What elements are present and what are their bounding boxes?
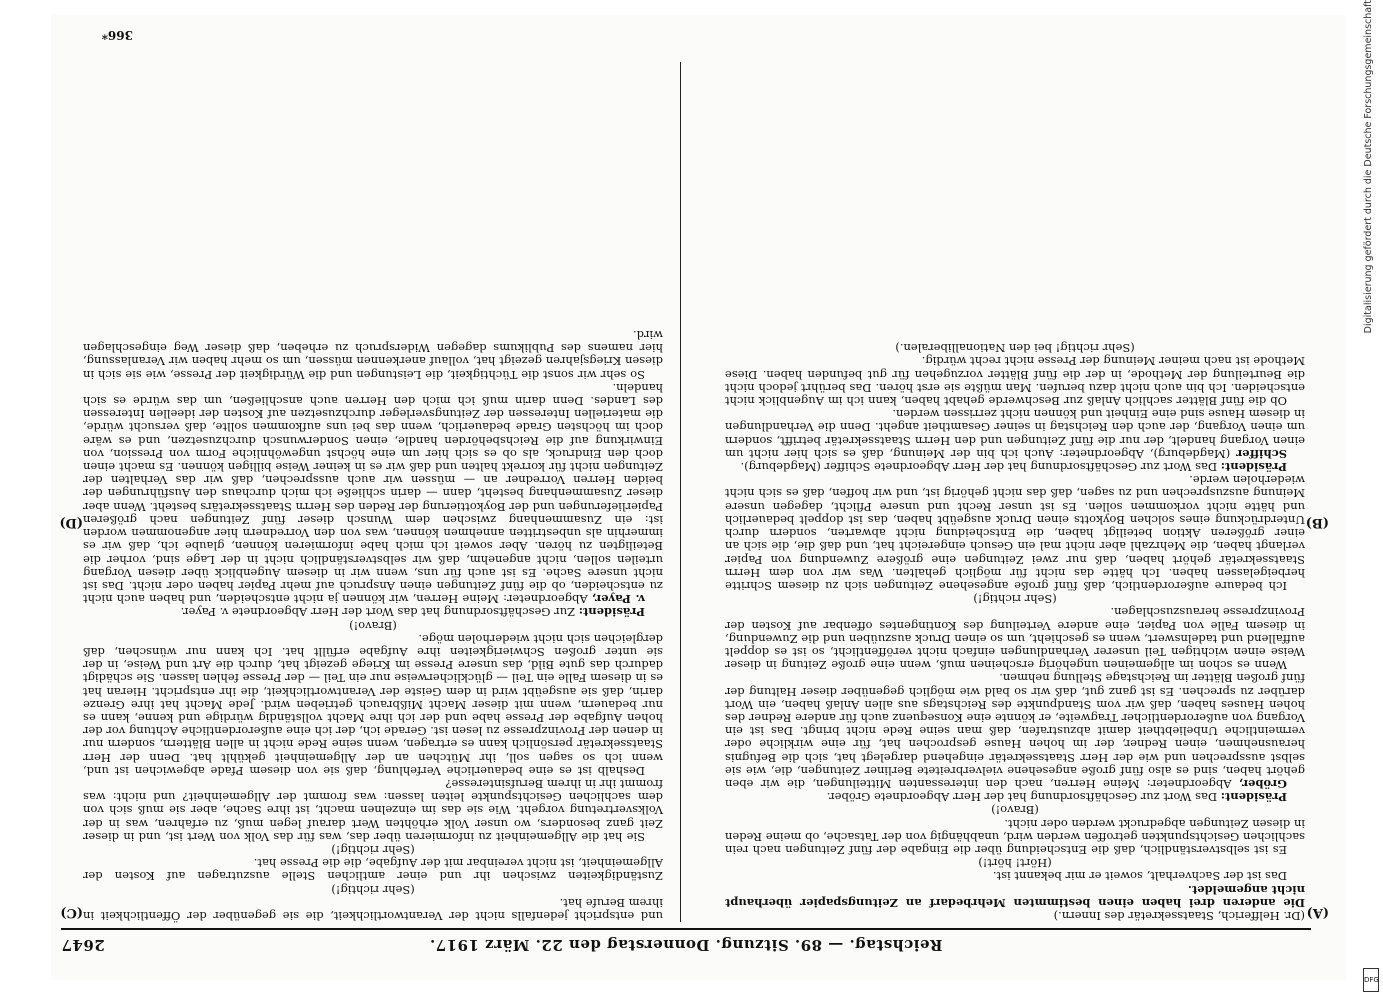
speaker-name: Präsident: <box>1220 790 1287 805</box>
paragraph: (Dr. Helfferich, Staatssekretär des Innern.) <box>1053 909 1305 923</box>
paragraph: Schiffer (Magdeburg), Abgeordneter: Auch ich bin der Meinung, daß es sich hier nicht um einen Vorgang handelt, der nur die fünf Zeitungen und den Herrn Staatssekretär betrifft, sondern um einen Vorgang, der auch den Reichstag in seiner Gesamtheit angeht. Denn die Verhandlungen in diesem Hause sind eine Einheit und können nicht zerrissen werden. <box>725 407 1305 461</box>
page-number: 2647 <box>61 936 105 954</box>
speaker-name: Präsident: <box>578 605 645 620</box>
paragraph: Gröber, Abgeordneter: Meine Herren, nach den interessanten Mitteilungen, die wir eben gehört haben, sind es also fünf große angesehene vielverbreitete Berliner Zeitungen, die, wie sie selbst aussprechen und wie der Herr Staatssekretär eingehend dargelegt hat, sich die Befugnis herausnehmen, einen Redner, der im hohen Hause gesprochen hat, für eine wirkliche oder vermeintliche Unbeliebtheit damit abzustrafen, daß man seine Rede nicht bringt. Das ist ein Vorgang von außerordentlicher Tragweite, er könnte eine Konsequenz auch für andere Redner des hohen Hauses haben, daß wir vom Standpunkte des Reichstags aus allen Anlaß haben, ein Wort darüber zu sprechen. Es ist ganz gut, daß wir so bald wie möglich gegenüber dieser Haltung der fünf großen Blätter im Reichstage Stellung nehmen. <box>725 671 1305 791</box>
margin-marker-c: (C) <box>60 905 83 920</box>
digitization-sidebar <box>1361 0 1377 950</box>
left-text-column <box>725 341 1305 922</box>
paragraph: und entspricht jedenfalls nicht der Verantwortlichkeit, die sie gegenüber der Öffentlichkeit in ihrem Berufe hat. <box>83 895 663 923</box>
margin-marker-a: (A) <box>1306 905 1329 920</box>
interjection: (Sehr richtig!) <box>331 882 415 897</box>
interjection: (Sehr richtig! bei den Nationalliberalen.) <box>895 341 1135 356</box>
sidebar-credit: Digitalisierung gefördert durch die Deutsche Forschungsgemeinschaft <box>1363 0 1374 334</box>
interjection: (Bravo!) <box>349 618 397 633</box>
paragraph: v. Payer, Abgeordneter: Meine Herren, wir können ja nicht entscheiden, und haben auch nicht zu entscheiden, ob die fünf Zeitungen einen Anspruch auf mehr Papier haben oder nicht. Das ist nicht unsere Sache. Es ist auch für uns, wenn wir in diesem Augenblick über diesen Vorgang urteilen sollen, nicht angenehm, daß wir selbstverständlich nicht in der Lage sind, vorher die Beteiligten zu hören. Aber soweit ich mich habe informieren können, glaube ich, daß wir es immerhin als unbestritten annehmen können, was von den Vorrednern hier angenommen worden ist: ein Zusammenhang zwischen dem Wunsch dieser fünf Zeitungen nach größeren Papierlieferungen und der Boykottierung der Reden des Herrn Staatssekretärs besteht. Wenn aber dieser Zusammenhang besteht, dann — darin schließe ich mich durchaus den Ausführungen der beiden Herren Vorredner an — müssen wir auch aussprechen, daß wir das Verhalten der Zeitungen nicht für korrekt halten und daß wir es in keiner Weise billigen können. Es macht einen doch den Eindruck, als ob es sich hier um eine höchst ungewöhnliche Form von Pression, von Einwirkung auf die Reichsbehörden handle, einen Sonderwunsch durchzusetzen, und es wäre doch im höchsten Grade bedauerlich, wenn das bei uns aufkommen sollte, daß versucht würde, die materiellen Interessen der Zeitungsverleger durchzusetzen auf Kosten der ideellen Interessen des Landes. Denn darin muß ich mich den Herren auch anschließen, um das würde es sich handeln. <box>83 380 663 607</box>
interjection: (Hört! hört!) <box>978 856 1052 871</box>
paragraph: Ob die fünf Blätter sachlich Anlaß zur Beschwerde gehabt haben, kann ich im Augenblick nicht entscheiden. Ich bin auch nicht dazu berufen. Man müßte sie erst hören. Das berührt jedoch nicht die Beurteilung der Methode, in der die fünf Blätter vorzugehen für gut befunden haben. Diese Methode ist nach meiner Meinung der Presse nicht recht würdig. <box>725 354 1305 409</box>
paragraph: Ich bedaure außerordentlich, daß fünf große angesehene Zeitungen sich zu diesem Schritte herbeigelassen haben. Ich hätte das nicht für möglich gehalten. Was wir von dem Herrn Staatssekretär gehört haben, daß nur zwei Zeitungen eine größere Zuwendung von Papier verlangt haben, die Mehrzahl aber nicht mal ein Gesuch eingereicht hat, und daß die, die sich an einer größeren Aktion beteiligt haben, die Entscheidung nicht abwarten, sondern durch Unterdrückung eines solchen Boykotts einen Druck ausgeübt haben, das ist doppelt bedauerlich und hätte nicht vorkommen sollen. Es ist unser Recht und unsere Pflicht, dagegen unsere Meinung auszusprechen und zu sagen, daß das nicht gehörig ist, und wir hoffen, daß es sich nicht wiederholen werde. <box>725 473 1305 593</box>
dfg-logo: DFG <box>1363 968 1379 992</box>
interjection: (Bravo!) <box>991 803 1039 818</box>
signature-mark: 366* <box>101 28 133 42</box>
paragraph: Die anderen drei haben einen bestimmten Mehrbedarf an Zeitungspapier überhaupt nicht angemeldet. <box>725 882 1305 910</box>
paragraph: Deshalb ist es eine bedauerliche Verfehlung, daß sie von diesem Pfade abgewichen ist und, wenn ich so sagen soll, ihr Mütchen an der Allgemeinheit gekühlt hat. Denn der Herr Staatssekretär persönlich kann es ertragen, wenn seine Rede nicht in allen Blättern, sondern nur in denen der Provinzpresse zu lesen ist. Gerade ich, der ich eine außerordentliche Achtung vor der hohen Aufgabe der Presse habe und der ich ihre Macht vollständig würdige und kenne, kann es nur bedauern, wenn mit dieser Macht Mißbrauch getrieben wird. Jede Macht hat ihre Grenze darin, daß sie ausgeübt wird in dem Geiste der Verantwortlichkeit, die ihr entspricht. Hieran hat es in diesem Falle ein Teil — glücklicherweise nur ein Teil — der Presse fehlen lassen. Sie schädigt dadurch das gute Bild, das unsere Presse im Kriege gezeigt hat, durch die Art und Weise, in der sie unter großen Schwierigkeiten ihre Aufgabe erfüllt hat. Ich kann nur wünschen, daß dergleichen sich nicht wiederholen möge. <box>83 631 663 778</box>
header-title: Reichstag. — 89. Sitzung. Donnerstag den 22. März 1917. <box>429 936 943 954</box>
page-header <box>61 932 1311 954</box>
speaker-name: v. Payer, <box>591 592 645 607</box>
margin-marker-d: (D) <box>59 515 83 530</box>
speaker-name: Präsident: <box>1220 460 1287 475</box>
column-divider <box>680 62 681 922</box>
paragraph: Präsident: Das Wort zur Geschäftsordnung hat der Herr Abgeordnete Gröber. <box>826 790 1287 805</box>
paragraph: Zuständigkeiten zwischen ihr und einer amtlichen Stelle auszutragen auf Kosten der Allgemeinheit, ist nicht vereinbar mit der Aufgabe, die die Presse hat. <box>83 856 663 884</box>
margin-marker-b: (B) <box>1305 515 1329 530</box>
paragraph: Es ist selbstverständlich, daß die Entscheidung über die Eingabe der fünf Zeitungen nach rein sachlichen Gesichtspunkten getroffen werden wird, unabhängig von der Tatsache, ob meine Reden in diesen Zeitungen abgedruckt werden oder nicht. <box>725 816 1305 857</box>
paragraph: Präsident: Das Wort zur Geschäftsordnung hat der Herr Abgeordnete Schiffer (Magdeburg). <box>740 460 1287 475</box>
paragraph: Das ist der Sachverhalt, soweit er mir bekannt ist. <box>992 869 1287 884</box>
paragraph: So sehr wir sonst die Tüchtigkeit, die Leistungen und die Würdigkeit der Presse, wie sie sich in diesen Kriegsjahren gezeigt hat, vollauf anerkennen müssen, um so mehr haben wir Veranlassung, hier namens des Publikums dagegen Widerspruch zu erheben, daß dieser Weg eingeschlagen wird. <box>83 328 663 382</box>
interjection: (Sehr richtig!) <box>973 592 1057 607</box>
paragraph: Präsident: Zur Geschäftsordnung hat das Wort der Herr Abgeordnete v. Payer. <box>180 605 645 620</box>
paragraph: Sie hat die Allgemeinheit zu informieren über das, was für das Volk von Wert ist, und in dieser Zeit ganz besonders, wo unser Volk erhöhten Wert darauf legen muß, zu erfahren, was in der Volksvertretung vorgeht. Wie sie das im einzelnen macht, ist ihre Sache, aber sie muß sich von dem sachlichen Gesichtspunkte leiten lassen: was frommt der Allgemeinheit? und nicht: was frommt ihr in ihrem Berufsinteresse? <box>83 776 663 844</box>
speaker-name: Schiffer <box>1236 446 1287 461</box>
right-text-column <box>83 328 663 922</box>
interjection: (Sehr richtig!) <box>331 842 415 857</box>
header-rule <box>61 928 1311 930</box>
speaker-name: Gröber, <box>1238 776 1287 791</box>
paragraph: Wenn es schon im allgemeinen ungehörig erscheinen muß, wenn eine große Zeitung in dieser Weise einen wichtigen Teil unserer Verhandlungen einfach nicht veröffentlicht, so ist es doppelt auffallend und tadelnswert, wenn es geschieht, um so einen Druck auszuüben und die Zuwendung, in diesem Falle von Papier, eine andere Verteilung des Kontingentes offenbar auf Kosten der Provinzpresse herauszuschlagen. <box>725 605 1305 673</box>
